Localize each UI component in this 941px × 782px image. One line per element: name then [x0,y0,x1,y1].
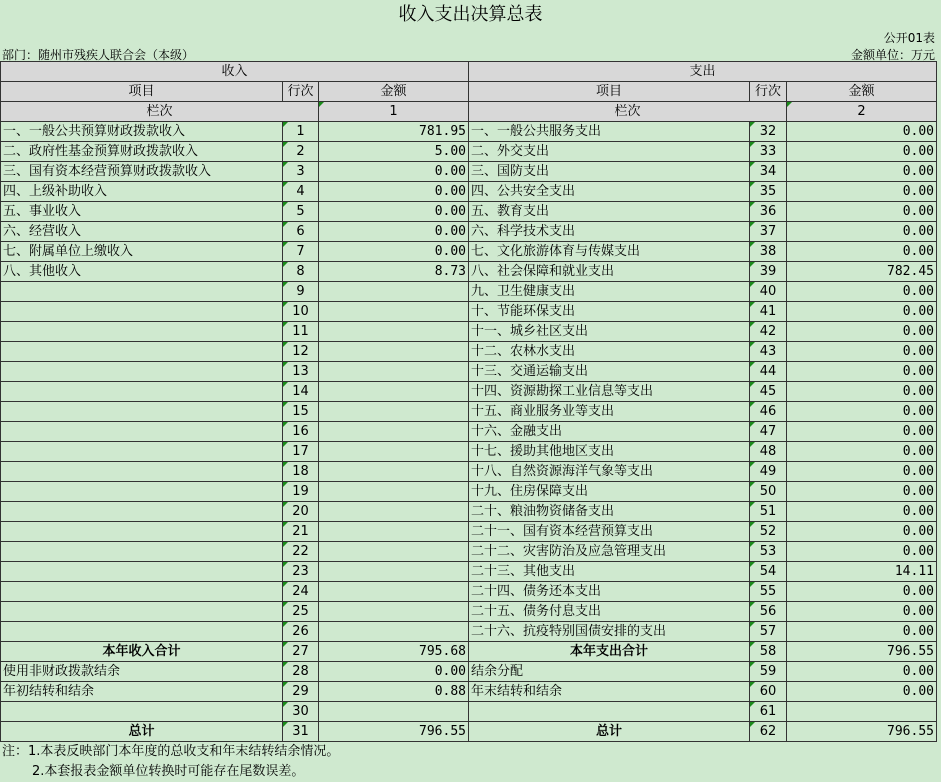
income-amount-cell: 0.00 [319,222,469,242]
amount-unit-label: 金额单位：万元 [850,48,935,62]
expense-amount-cell: 0.00 [787,422,937,442]
expense-amount-cell: 0.00 [787,242,937,262]
income-line-cell: 19 [283,482,319,502]
table-row [1,602,937,622]
income-item-cell [1,582,283,602]
column-header-row [1,82,937,102]
income-item-cell: 年初结转和结余 [1,682,283,702]
table-row [1,722,937,742]
expense-item-cell: 一、一般公共服务支出 [469,122,750,142]
income-line-cell: 31 [283,722,319,742]
income-amount-cell: 5.00 [319,142,469,162]
income-amount-cell [319,582,469,602]
income-item-cell: 四、上级补助收入 [1,182,283,202]
table-row [1,642,937,662]
income-amount-cell [319,622,469,642]
income-item-cell: 总计 [1,722,283,742]
department-label: 部门：随州市残疾人联合会（本级） [2,48,195,62]
expense-line-cell: 54 [750,562,787,582]
table-row [1,282,937,302]
income-amount-cell [319,502,469,522]
expense-item-cell: 六、科学技术支出 [469,222,750,242]
expense-item-cell: 二十四、债务还本支出 [469,582,750,602]
table-row [1,582,937,602]
expense-amount-cell: 0.00 [787,122,937,142]
table-row [1,502,937,522]
expense-amount-cell: 0.00 [787,682,937,702]
expense-item-cell: 九、卫生健康支出 [469,282,750,302]
income-item-cell: 五、事业收入 [1,202,283,222]
expense-item-cell: 年末结转和结余 [469,682,750,702]
income-item-cell [1,502,283,522]
income-line-cell: 8 [283,262,319,282]
income-amount-cell [319,322,469,342]
summary-table [0,61,937,742]
income-line-cell: 17 [283,442,319,462]
table-row [1,222,937,242]
table-row [1,242,937,262]
expense-line-cell: 36 [750,202,787,222]
expense-amount-cell: 782.45 [787,262,937,282]
income-line-cell: 29 [283,682,319,702]
expense-amount-cell: 0.00 [787,342,937,362]
expense-line-cell: 49 [750,462,787,482]
expense-item-cell: 二十六、抗疫特别国债安排的支出 [469,622,750,642]
expense-amount-cell: 0.00 [787,522,937,542]
income-line-cell: 16 [283,422,319,442]
expense-amount-cell: 0.00 [787,382,937,402]
expense-item-cell: 三、国防支出 [469,162,750,182]
income-line-cell: 23 [283,562,319,582]
income-item-cell [1,302,283,322]
income-amount-cell [319,702,469,722]
income-line-cell: 21 [283,522,319,542]
expense-amount-cell: 796.55 [787,642,937,662]
income-item-cell [1,562,283,582]
income-amount-cell: 0.00 [319,162,469,182]
expense-line-cell: 38 [750,242,787,262]
expense-amount-cell: 0.00 [787,462,937,482]
footnote-1: 注：1.本表反映部门本年度的总收支和年末结转结余情况。 [2,744,340,759]
expense-item-cell: 二十五、债务付息支出 [469,602,750,622]
income-line-cell: 7 [283,242,319,262]
expense-column-label: 栏次 [469,102,787,122]
income-item-cell: 六、经营收入 [1,222,283,242]
expense-line-cell: 40 [750,282,787,302]
expense-amount-cell: 14.11 [787,562,937,582]
expense-amount-cell: 0.00 [787,622,937,642]
income-line-cell: 2 [283,142,319,162]
income-item-cell [1,362,283,382]
expense-item-cell: 十二、农林水支出 [469,342,750,362]
income-line-cell: 6 [283,222,319,242]
table-row [1,162,937,182]
expense-line-header: 行次 [750,82,787,102]
expense-line-cell: 32 [750,122,787,142]
expense-item-cell: 十九、住房保障支出 [469,482,750,502]
income-amount-cell [319,522,469,542]
expense-line-cell: 37 [750,222,787,242]
income-line-cell: 27 [283,642,319,662]
income-amount-cell [319,362,469,382]
expense-item-cell: 十七、援助其他地区支出 [469,442,750,462]
expense-item-cell: 二十一、国有资本经营预算支出 [469,522,750,542]
expense-amount-cell: 0.00 [787,602,937,622]
income-item-cell: 本年收入合计 [1,642,283,662]
income-item-cell: 使用非财政拨款结余 [1,662,283,682]
income-line-cell: 30 [283,702,319,722]
expense-amount-cell: 796.55 [787,722,937,742]
expense-amount-cell: 0.00 [787,162,937,182]
income-item-cell [1,622,283,642]
report-title: 收入支出决算总表 [398,4,543,25]
table-row [1,182,937,202]
income-amount-cell: 0.00 [319,242,469,262]
income-amount-cell: 0.00 [319,202,469,222]
income-item-cell [1,462,283,482]
income-line-cell: 25 [283,602,319,622]
table-row [1,662,937,682]
income-amount-cell [319,282,469,302]
table-row [1,682,937,702]
income-item-cell [1,382,283,402]
income-line-cell: 20 [283,502,319,522]
table-row [1,562,937,582]
income-amount-header: 金额 [319,82,469,102]
expense-item-cell: 四、公共安全支出 [469,182,750,202]
table-row [1,462,937,482]
income-amount-cell [319,302,469,322]
expense-amount-cell: 0.00 [787,482,937,502]
income-item-cell [1,602,283,622]
income-amount-cell: 0.88 [319,682,469,702]
table-row [1,122,937,142]
income-item-cell: 三、国有资本经营预算财政拨款收入 [1,162,283,182]
expense-line-cell: 51 [750,502,787,522]
table-row [1,482,937,502]
income-item-cell [1,322,283,342]
expense-item-cell: 十一、城乡社区支出 [469,322,750,342]
income-line-cell: 5 [283,202,319,222]
income-column-number: 1 [319,102,469,122]
expense-line-cell: 56 [750,602,787,622]
table-row [1,142,937,162]
footnote-2: 2.本套报表金额单位转换时可能存在尾数误差。 [32,764,305,779]
footnotes [2,742,339,782]
income-amount-cell: 0.00 [319,182,469,202]
income-line-cell: 12 [283,342,319,362]
expense-line-cell: 33 [750,142,787,162]
table-row [1,262,937,282]
income-item-cell [1,282,283,302]
income-line-cell: 1 [283,122,319,142]
expense-amount-cell: 0.00 [787,182,937,202]
expense-line-cell: 48 [750,442,787,462]
income-item-cell [1,422,283,442]
income-amount-cell [319,402,469,422]
income-line-cell: 22 [283,542,319,562]
table-row [1,702,937,722]
income-line-cell: 26 [283,622,319,642]
income-amount-cell: 796.55 [319,722,469,742]
expense-item-cell: 二十三、其他支出 [469,562,750,582]
income-item-cell [1,522,283,542]
expense-item-cell: 二十、粮油物资储备支出 [469,502,750,522]
expense-line-cell: 35 [750,182,787,202]
income-item-cell [1,402,283,422]
income-amount-cell [319,542,469,562]
expense-item-cell: 十六、金融支出 [469,422,750,442]
expense-line-cell: 39 [750,262,787,282]
income-amount-cell [319,342,469,362]
expense-line-cell: 50 [750,482,787,502]
table-row [1,442,937,462]
expense-item-cell [469,702,750,722]
income-line-cell: 13 [283,362,319,382]
table-row [1,342,937,362]
income-item-cell: 一、一般公共预算财政拨款收入 [1,122,283,142]
table-row [1,322,937,342]
expense-line-cell: 47 [750,422,787,442]
column-number-row [1,102,937,122]
expense-item-cell: 结余分配 [469,662,750,682]
income-line-cell: 18 [283,462,319,482]
income-amount-cell [319,462,469,482]
income-line-cell: 11 [283,322,319,342]
expense-item-header: 项目 [469,82,750,102]
expense-item-cell: 二十二、灾害防治及应急管理支出 [469,542,750,562]
income-item-cell: 七、附属单位上缴收入 [1,242,283,262]
income-item-header: 项目 [1,82,283,102]
income-amount-cell: 0.00 [319,662,469,682]
income-line-header: 行次 [283,82,319,102]
expense-amount-cell: 0.00 [787,362,937,382]
expense-amount-cell: 0.00 [787,302,937,322]
expense-amount-cell: 0.00 [787,282,937,302]
expense-item-cell: 十三、交通运输支出 [469,362,750,382]
expense-amount-cell: 0.00 [787,142,937,162]
income-amount-cell: 795.68 [319,642,469,662]
expense-item-cell: 十五、商业服务业等支出 [469,402,750,422]
expense-amount-cell: 0.00 [787,582,937,602]
expense-amount-cell: 0.00 [787,542,937,562]
income-line-cell: 28 [283,662,319,682]
expense-line-cell: 57 [750,622,787,642]
income-amount-cell [319,422,469,442]
table-row [1,422,937,442]
income-line-cell: 15 [283,402,319,422]
expense-item-cell: 本年支出合计 [469,642,750,662]
expense-line-cell: 59 [750,662,787,682]
income-line-cell: 10 [283,302,319,322]
income-line-cell: 3 [283,162,319,182]
income-line-cell: 14 [283,382,319,402]
expense-line-cell: 58 [750,642,787,662]
table-row [1,382,937,402]
income-amount-cell [319,562,469,582]
expense-item-cell: 七、文化旅游体育与传媒支出 [469,242,750,262]
expense-amount-cell: 0.00 [787,662,937,682]
income-item-cell [1,482,283,502]
section-header-row [1,62,937,82]
expense-line-cell: 44 [750,362,787,382]
expense-item-cell: 总计 [469,722,750,742]
income-amount-cell [319,382,469,402]
expense-item-cell: 八、社会保障和就业支出 [469,262,750,282]
expense-amount-cell: 0.00 [787,322,937,342]
income-line-cell: 9 [283,282,319,302]
expense-amount-cell: 0.00 [787,402,937,422]
income-line-cell: 4 [283,182,319,202]
table-row [1,362,937,382]
income-amount-cell [319,602,469,622]
expense-line-cell: 53 [750,542,787,562]
income-amount-cell: 781.95 [319,122,469,142]
table-row [1,202,937,222]
expense-line-cell: 52 [750,522,787,542]
table-row [1,402,937,422]
income-item-cell [1,442,283,462]
expense-line-cell: 42 [750,322,787,342]
expense-column-number: 2 [787,102,937,122]
table-row [1,302,937,322]
expense-line-cell: 61 [750,702,787,722]
expense-item-cell: 五、教育支出 [469,202,750,222]
expense-line-cell: 55 [750,582,787,602]
income-amount-cell [319,442,469,462]
income-item-cell [1,702,283,722]
expense-item-cell: 十八、自然资源海洋气象等支出 [469,462,750,482]
expense-line-cell: 34 [750,162,787,182]
income-column-label: 栏次 [1,102,319,122]
income-line-cell: 24 [283,582,319,602]
expense-item-cell: 十、节能环保支出 [469,302,750,322]
expense-amount-cell: 0.00 [787,442,937,462]
income-item-cell [1,542,283,562]
income-section-header: 收入 [1,62,469,82]
table-row [1,622,937,642]
expense-line-cell: 43 [750,342,787,362]
income-amount-cell [319,482,469,502]
income-amount-cell: 8.73 [319,262,469,282]
expense-amount-cell [787,702,937,722]
expense-line-cell: 41 [750,302,787,322]
income-item-cell [1,342,283,362]
income-item-cell: 八、其他收入 [1,262,283,282]
form-code: 公开01表 [883,31,935,45]
income-item-cell: 二、政府性基金预算财政拨款收入 [1,142,283,162]
table-row [1,522,937,542]
expense-line-cell: 62 [750,722,787,742]
expense-item-cell: 二、外交支出 [469,142,750,162]
expense-amount-header: 金额 [787,82,937,102]
expense-line-cell: 60 [750,682,787,702]
expense-amount-cell: 0.00 [787,202,937,222]
expense-item-cell: 十四、资源勘探工业信息等支出 [469,382,750,402]
table-row [1,542,937,562]
expense-line-cell: 45 [750,382,787,402]
expense-amount-cell: 0.00 [787,502,937,522]
expense-line-cell: 46 [750,402,787,422]
expense-section-header: 支出 [469,62,937,82]
expense-amount-cell: 0.00 [787,222,937,242]
